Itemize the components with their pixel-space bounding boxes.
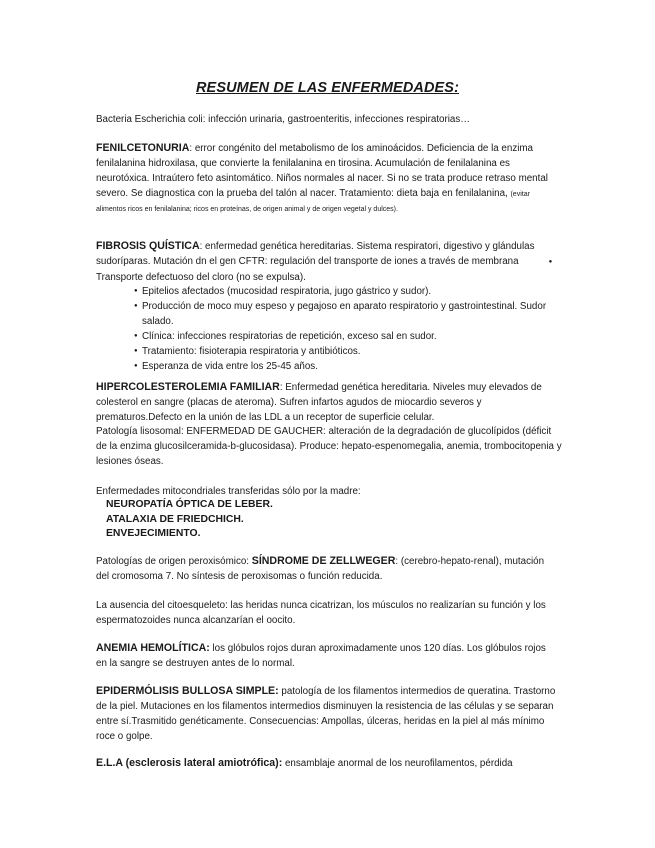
fenilcetonuria-paragraph (96, 141, 558, 216)
fibrosis-paragraph (96, 239, 564, 285)
list-item: ● Clínica: infecciones respiratorias de repetición, exceso sal en sudor. (134, 329, 564, 344)
fibrosis-inline-bullet: Transporte defectuoso del cloro (no se expulsa). (96, 272, 306, 283)
fibrosis-body: : enfermedad genética hereditarias. Sistema respiratori, digestivo y glándulas sudoríparas. Mutación dn el gen CFTR: regulación del transporte de iones a través de membrana (96, 241, 535, 267)
ela-body: ensamblaje anormal de los neurofilamentos, pérdida (282, 758, 513, 769)
list-item: ● Producción de moco muy espeso y pegajoso en aparato respiratorio y gastrointestinal. Sudor salado. (134, 299, 564, 329)
document-title: RESUMEN DE LAS ENFERMEDADES: (195, 80, 459, 96)
anemia-paragraph (96, 641, 558, 671)
hipercolesterolemia-paragraph (96, 380, 562, 425)
ela-heading: E.L.A (esclerosis lateral amiotrófica): (96, 757, 283, 769)
ela-paragraph (96, 756, 558, 771)
anemia-body: los glóbulos rojos duran aproximadamente unos 120 días. Los glóbulos rojos en la sangre se destruyen antes de lo normal. (96, 643, 546, 669)
bullet-icon: ● (548, 259, 553, 265)
zellweger-paragraph (96, 554, 558, 584)
zellweger-body: : (cerebro-hepato-renal), mutación del cromosoma 7. No síntesis de peroxisomas o función reducida. (96, 556, 545, 582)
list-item: NEUROPATÍA ÓPTICA DE LEBER. (106, 499, 273, 510)
list-item: ● Esperanza de vida entre los 25-45 años. (134, 359, 564, 374)
fenilcetonuria-heading: FENILCETONURIA (96, 142, 190, 154)
epidermolisis-body: patología de los filamentos intermedios de queratina. Trastorno de la piel. Mutaciones en los filamentos intermedios disminuyen la resistencia de las células y se separan entre sí.Trasmitido genéticamente. Consecuencias: Ampollas, úlceras, heridas en la piel al más mínimo roce o golpe. (96, 686, 556, 742)
hipercolesterolemia-body: : Enfermedad genética hereditaria. Niveles muy elevados de colesterol en sangre (placas de ateroma). Sufren infartos agudos de miocardio severos y prematuros.Defecto en la unión de las LDL a un receptor de superficie celular. (96, 382, 542, 423)
intro-paragraph: Bacteria Escherichia coli: infección urinaria, gastroenteritis, infecciones respiratorias… (96, 114, 471, 125)
anemia-heading: ANEMIA HEMOLÍTICA: (96, 642, 210, 654)
list-item: ● Tratamiento: fisioterapia respiratoria y antibióticos. (134, 344, 564, 359)
list-item: ● Epitelios afectados (mucosidad respiratoria, jugo gástrico y sudor). (134, 284, 564, 299)
epidermolisis-heading: EPIDERMÓLISIS BULLOSA SIMPLE: (96, 685, 279, 697)
list-item: ENVEJECIMIENTO. (106, 528, 201, 539)
fenilcetonuria-body: : error congénito del metabolismo de los aminoácidos. Deficiencia de la enzima fenilalanina hidroxilasa, que convierte la fenilalanina en tirosina. Acumulación de fenilalanina es neurotóxica. Intraútero feto asintomático. Niños normales al nacer. Si no se trata produce retraso mental severo. Se diagnostica con la prueba del talón al nacer. Tratamiento: dieta baja en fenilalanina, (96, 143, 548, 199)
epidermolisis-paragraph (96, 684, 558, 744)
zellweger-heading: SÍNDROME DE ZELLWEGER (251, 555, 396, 567)
fibrosis-bullet-list (134, 284, 564, 374)
fenilcetonuria-note: (evitar alimentos ricos en fenilalanina; ricos en proteínas, de origen animal y de origen vegetal y dulces). (96, 191, 530, 213)
gaucher-paragraph: Patología lisosomal: ENFERMEDAD DE GAUCHER: alteración de la degradación de glucolípidos (déficit de la enzima glucosilceramida-b-glucosidasa). Produce: hepato-espenomegalia, anemia, trombocitopenia y lesiones óseas. (96, 426, 562, 467)
mitocondriales-list (106, 498, 273, 542)
fibrosis-heading: FIBROSIS QUÍSTICA (96, 240, 200, 252)
hipercolesterolemia-heading: HIPERCOLESTEROLEMIA FAMILIAR (96, 381, 280, 393)
zellweger-pre: Patologías de origen peroxisómico: (96, 556, 252, 567)
list-item: ATALAXIA DE FRIEDCHICH. (106, 513, 244, 525)
citoesqueleto-paragraph: La ausencia del citoesqueleto: las heridas nunca cicatrizan, los músculos no realizarían su función y los espermatozoides nunca alcanzarían el oocito. (96, 600, 546, 626)
mitocondriales-intro: Enfermedades mitocondriales transferidas sólo por la madre: (96, 486, 361, 497)
